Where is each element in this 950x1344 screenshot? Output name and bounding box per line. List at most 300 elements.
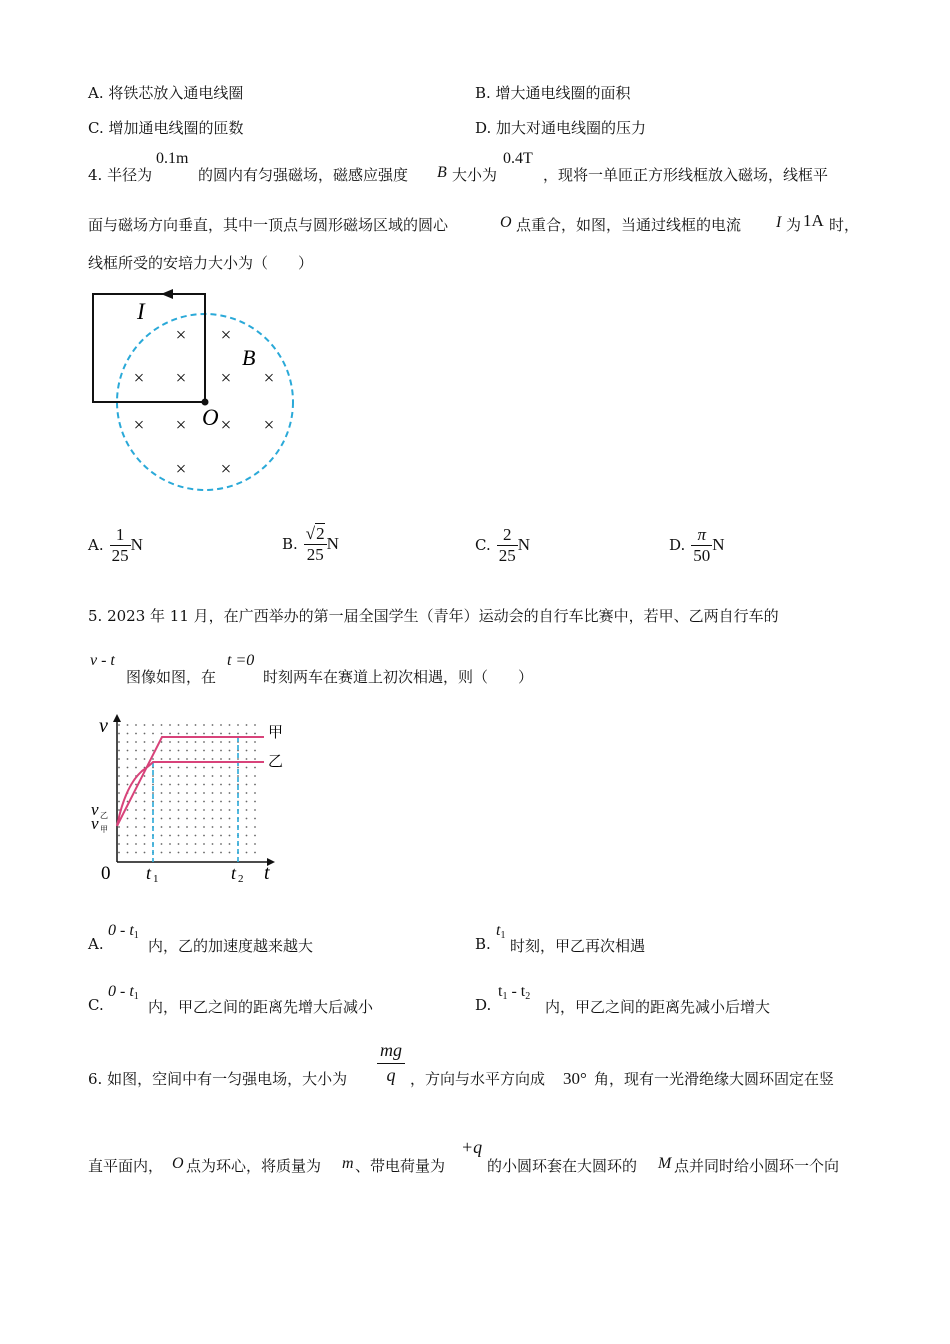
grid-dot (135, 843, 137, 845)
grid-dot (135, 741, 137, 743)
grid-dot (186, 758, 188, 760)
grid-dot (118, 826, 120, 828)
grid-dot (152, 758, 154, 760)
grid-dot (127, 733, 129, 735)
grid-dot (135, 835, 137, 837)
grid-dot (220, 767, 222, 769)
current-arrow-icon (161, 289, 173, 299)
label-t: t (264, 862, 270, 884)
grid-dot (178, 852, 180, 854)
grid-dot (178, 750, 180, 752)
grid-dot (169, 801, 171, 803)
grid-dot (203, 826, 205, 828)
grid-dot (254, 775, 256, 777)
grid-dot (229, 784, 231, 786)
grid-dot (144, 809, 146, 811)
grid-dot (246, 843, 248, 845)
grid-dot (246, 792, 248, 794)
grid-dot (186, 792, 188, 794)
grid-dot (135, 724, 137, 726)
grid-dot (237, 733, 239, 735)
grid-dot (203, 784, 205, 786)
grid-dot (229, 767, 231, 769)
q5-option-a-text: 内，乙的加速度越来越大 (148, 937, 314, 955)
grid-dot (203, 852, 205, 854)
numerator: π (691, 525, 712, 546)
grid-dot (186, 775, 188, 777)
label-i: I (137, 299, 145, 324)
grid-dot (220, 818, 222, 820)
grid-dot (161, 843, 163, 845)
grid-dot (169, 724, 171, 726)
unit: N (130, 535, 143, 554)
q6-charge: +q (461, 1137, 483, 1157)
grid-dot (220, 801, 222, 803)
q4-text-4: ，现将一单匝正方形线框放入磁场，线框平 (543, 166, 829, 184)
grid-dot (135, 758, 137, 760)
grid-dot (254, 818, 256, 820)
grid-dot (203, 835, 205, 837)
grid-dot (212, 792, 214, 794)
grid-dot (161, 818, 163, 820)
grid-dot (169, 733, 171, 735)
grid-dot (135, 733, 137, 735)
label-yi: 乙 (268, 754, 284, 770)
grid-dot (254, 733, 256, 735)
grid-dot (246, 801, 248, 803)
grid-dot (169, 767, 171, 769)
grid-dot (127, 809, 129, 811)
field-cross: × (133, 415, 145, 436)
grid-dot (169, 835, 171, 837)
q5-option-d-math (498, 983, 530, 1002)
label-t2: t (231, 863, 237, 883)
grid-dot (144, 775, 146, 777)
grid-dot (178, 775, 180, 777)
grid-dot (203, 733, 205, 735)
grid-dot (246, 767, 248, 769)
grid-dot (118, 792, 120, 794)
grid-dot (118, 852, 120, 854)
q5-option-a-label: A. (88, 935, 104, 953)
grid-dot (186, 826, 188, 828)
q5-line2-b: 时刻两车在赛道上初次相遇，则（ ） (263, 668, 534, 686)
grid-dot (127, 741, 129, 743)
denominator: 25 (498, 545, 516, 565)
field-cross: × (263, 368, 275, 389)
grid-dot (212, 852, 214, 854)
q5-option-c-text: 内，甲乙之间的距离先增大后减小 (148, 998, 374, 1016)
grid-dot (246, 741, 248, 743)
grid-dot (169, 818, 171, 820)
grid-dot (127, 818, 129, 820)
math-sub: 1 (500, 930, 506, 941)
numerator: 1 (110, 525, 131, 546)
unit: N (517, 535, 530, 554)
numerator (304, 524, 327, 545)
field-cross: × (263, 415, 275, 436)
grid-dot (195, 733, 197, 735)
grid-dot (229, 758, 231, 760)
grid-dot (229, 809, 231, 811)
label-b: B (242, 345, 256, 370)
sqrt-sign: √ (305, 523, 316, 543)
math-expr: t (496, 922, 501, 939)
grid-dot (212, 758, 214, 760)
grid-dot (144, 826, 146, 828)
grid-dot (195, 818, 197, 820)
grid-dot (152, 750, 154, 752)
grid-dot (178, 724, 180, 726)
label-v-yi: v (91, 800, 99, 819)
grid-dot (178, 835, 180, 837)
grid-dot (254, 724, 256, 726)
grid-dot (220, 733, 222, 735)
label-v-jia: v (91, 814, 99, 833)
q5-option-b-math (496, 922, 505, 941)
grid-dot (178, 809, 180, 811)
grid-dot (144, 750, 146, 752)
unit: N (712, 535, 725, 554)
grid-dot (246, 750, 248, 752)
curve-jia (117, 737, 264, 826)
grid-dot (127, 750, 129, 752)
grid-dot (195, 792, 197, 794)
grid-dot (246, 809, 248, 811)
field-cross: × (220, 368, 232, 389)
grid-dot (254, 767, 256, 769)
q4-line3: 线框所受的安培力大小为（ ） (88, 254, 314, 272)
grid-dot (237, 758, 239, 760)
grid-dot (220, 826, 222, 828)
grid-dot (144, 852, 146, 854)
q6-line2-e: 点并同时给小圆环一个向 (674, 1157, 840, 1175)
field-cross: × (175, 368, 187, 389)
field-cross: × (175, 459, 187, 480)
label-zero: 0 (101, 863, 111, 884)
grid-dot (161, 775, 163, 777)
q6-text-3: 角，现有一光滑绝缘大圆环固定在竖 (594, 1070, 835, 1088)
grid-dot (203, 801, 205, 803)
label-jia: 甲 (268, 725, 284, 741)
grid-dot (152, 775, 154, 777)
grid-dot (169, 843, 171, 845)
grid-dot (178, 758, 180, 760)
denominator: 25 (111, 545, 129, 565)
grid-dot (161, 784, 163, 786)
grid-dot (169, 741, 171, 743)
grid-dot (195, 843, 197, 845)
grid-dot (127, 767, 129, 769)
label-o: O (202, 405, 219, 430)
q6-o-symbol: O (172, 1155, 184, 1172)
grid-dot (220, 835, 222, 837)
grid-dot (220, 724, 222, 726)
math-sub: 1 (133, 991, 139, 1002)
grid-dot (212, 784, 214, 786)
grid-dot (229, 792, 231, 794)
grid-dot (152, 784, 154, 786)
grid-dot (254, 809, 256, 811)
grid-dot (118, 775, 120, 777)
grid-dot (127, 843, 129, 845)
grid-dot (203, 750, 205, 752)
field-cross: × (220, 459, 232, 480)
grid-dot (203, 758, 205, 760)
grid-dot (161, 835, 163, 837)
q4-o-symbol: O (500, 214, 512, 231)
grid-dot (186, 733, 188, 735)
grid-dot (127, 826, 129, 828)
grid-dot (118, 767, 120, 769)
unit: N (326, 534, 339, 553)
grid-dot (229, 801, 231, 803)
grid-dot (229, 826, 231, 828)
grid-dot (118, 758, 120, 760)
q4-text-3: 大小为 (452, 166, 498, 184)
label-v-jia-sub: 甲 (100, 825, 108, 834)
grid-dot (186, 818, 188, 820)
grid-dot (254, 792, 256, 794)
grid-dot (229, 750, 231, 752)
grid-dot (229, 775, 231, 777)
q4-current: 1A (803, 211, 824, 230)
grid-dot (161, 767, 163, 769)
grid-dot (195, 826, 197, 828)
grid-dot (178, 784, 180, 786)
grid-dot (118, 741, 120, 743)
q5-option-c-label: C. (88, 996, 104, 1014)
q4-line2-d: 时， (829, 216, 860, 234)
grid-dot (203, 843, 205, 845)
grid-dot (246, 818, 248, 820)
q4-figure (85, 285, 305, 500)
q4-line2-b: 点重合，如图，当通过线框的电流 (516, 216, 742, 234)
grid-dot (254, 758, 256, 760)
grid-dot (195, 852, 197, 854)
grid-dot (212, 835, 214, 837)
grid-dot (118, 724, 120, 726)
grid-dot (127, 775, 129, 777)
grid-dot (246, 835, 248, 837)
grid-dot (135, 809, 137, 811)
grid-dot (118, 750, 120, 752)
q6-frac-den: q (386, 1065, 396, 1085)
q6-m-symbol: m (342, 1155, 354, 1172)
q6-frac-num: mg (377, 1040, 405, 1064)
grid-dot (212, 801, 214, 803)
grid-dot (229, 818, 231, 820)
grid-dot (212, 724, 214, 726)
math-expr: 0 - t (108, 983, 134, 1000)
grid-dot (144, 733, 146, 735)
label-t1: t (146, 863, 152, 883)
grid-dot (135, 826, 137, 828)
grid-dot (186, 801, 188, 803)
grid-dot (144, 741, 146, 743)
grid-dot (203, 792, 205, 794)
grid-dot (135, 818, 137, 820)
grid-dot (144, 835, 146, 837)
grid-dot (237, 724, 239, 726)
q4-text-1: 4. 半径为 (88, 166, 153, 184)
grid-dot (195, 758, 197, 760)
grid-dot (161, 852, 163, 854)
grid-dot (212, 750, 214, 752)
label-v-yi-sub: 乙 (100, 811, 108, 820)
q6-angle: 30° (563, 1069, 587, 1088)
grid-dot (152, 792, 154, 794)
grid-dot (195, 835, 197, 837)
grid-dot (127, 835, 129, 837)
q4-b-symbol: B (437, 164, 447, 181)
math-sub: 1 (133, 930, 139, 941)
grid-dot (186, 809, 188, 811)
q6-line2-c: 、带电荷量为 (355, 1157, 446, 1175)
curve-yi (117, 762, 264, 826)
grid-dot (144, 801, 146, 803)
grid-dot (229, 733, 231, 735)
q5-t0: t =0 (227, 652, 255, 669)
math-expr: 0 - t (108, 922, 134, 939)
grid-dot (212, 767, 214, 769)
grid-dot (135, 750, 137, 752)
grid-dot (229, 852, 231, 854)
grid-dot (212, 843, 214, 845)
q6-m-point: M (658, 1155, 672, 1172)
grid-dot (161, 750, 163, 752)
grid-dot (118, 843, 120, 845)
grid-dot (186, 843, 188, 845)
grid-dot (195, 750, 197, 752)
grid-dot (118, 784, 120, 786)
grid-dot (161, 809, 163, 811)
option-label: C. (475, 536, 491, 554)
grid-dot (135, 767, 137, 769)
v-axis-arrow-icon (113, 714, 121, 722)
grid-dot (195, 767, 197, 769)
grid-dot (203, 767, 205, 769)
grid-dot (186, 767, 188, 769)
grid-dot (195, 784, 197, 786)
field-cross: × (175, 325, 187, 346)
grid-dot (169, 758, 171, 760)
grid-dot (152, 741, 154, 743)
math-sub-2: 2 (525, 991, 531, 1002)
field-cross: × (220, 415, 232, 436)
q6-fraction (377, 1040, 405, 1086)
grid-dot (203, 775, 205, 777)
q5-option-d-text: 内，甲乙之间的距离先减小后增大 (545, 998, 771, 1016)
square-wire-frame (93, 294, 205, 402)
grid-dot (178, 818, 180, 820)
grid-dot (254, 784, 256, 786)
grid-dot (186, 852, 188, 854)
grid-dot (127, 724, 129, 726)
q5-option-c-math (108, 983, 139, 1002)
grid-dot (169, 809, 171, 811)
math-sub: 1 (502, 991, 508, 1002)
fraction (497, 525, 518, 566)
grid-dot (144, 758, 146, 760)
q6-text-2: ，方向与水平方向成 (410, 1070, 546, 1088)
option-label: D. (669, 536, 686, 554)
label-t1-sub: 1 (153, 873, 159, 885)
q4-option-b (282, 518, 339, 570)
q4-line2-a: 面与磁场方向垂直，其中一顶点与圆形磁场区域的圆心 (88, 216, 449, 234)
q3-option-a: A. 将铁芯放入通电线圈 (88, 84, 244, 102)
grid-dot (195, 809, 197, 811)
grid-dot (178, 733, 180, 735)
grid-dot (127, 784, 129, 786)
grid-dot (254, 835, 256, 837)
grid-dot (186, 741, 188, 743)
grid-dot (144, 843, 146, 845)
math-expr: t (498, 983, 503, 1000)
grid-dot (135, 801, 137, 803)
grid-dot (212, 826, 214, 828)
grid-dot (178, 826, 180, 828)
q6-line2-b: 点为环心，将质量为 (186, 1157, 322, 1175)
q4-radius: 0.1m (156, 150, 189, 167)
grid-dot (254, 852, 256, 854)
radicand: 2 (316, 523, 325, 543)
grid-dot (220, 775, 222, 777)
grid-dot (161, 801, 163, 803)
grid-dot (118, 835, 120, 837)
grid-dot (161, 724, 163, 726)
q4-text-2: 的圆内有匀强磁场，磁感应强度 (198, 166, 409, 184)
q6-text-1: 6. 如图，空间中有一匀强电场，大小为 (88, 1070, 348, 1088)
grid-dot (178, 843, 180, 845)
grid-dot (144, 784, 146, 786)
fraction (691, 525, 712, 566)
grid-dot (246, 826, 248, 828)
grid-dot (220, 792, 222, 794)
option-label: A. (88, 536, 104, 554)
grid-dot (246, 784, 248, 786)
label-v: v (99, 715, 108, 737)
field-cross: × (175, 415, 187, 436)
grid-dot (127, 852, 129, 854)
grid-dot (246, 852, 248, 854)
q5-line1: 5. 2023 年 11 月，在广西举办的第一届全国学生（青年）运动会的自行车比赛中，若甲、乙两自行车的 (88, 607, 779, 625)
fraction (304, 524, 327, 565)
grid-dot (254, 741, 256, 743)
grid-dot (212, 809, 214, 811)
grid-dot (220, 741, 222, 743)
q4-option-c (475, 520, 530, 570)
q3-option-d: D. 加大对通电线圈的压力 (475, 119, 647, 137)
denominator: 25 (306, 544, 324, 564)
grid-dot (220, 784, 222, 786)
grid-dot (246, 758, 248, 760)
grid-dot (135, 852, 137, 854)
field-cross: × (220, 325, 232, 346)
grid-dot (203, 809, 205, 811)
grid-dot (144, 818, 146, 820)
denominator: 50 (693, 545, 711, 565)
grid-dot (169, 775, 171, 777)
grid-dot (161, 758, 163, 760)
q5-vt: v - t (90, 652, 115, 669)
grid-dot (186, 835, 188, 837)
grid-dot (127, 758, 129, 760)
grid-dot (118, 801, 120, 803)
grid-dot (161, 792, 163, 794)
grid-dot (195, 801, 197, 803)
vt-graph (85, 708, 295, 888)
